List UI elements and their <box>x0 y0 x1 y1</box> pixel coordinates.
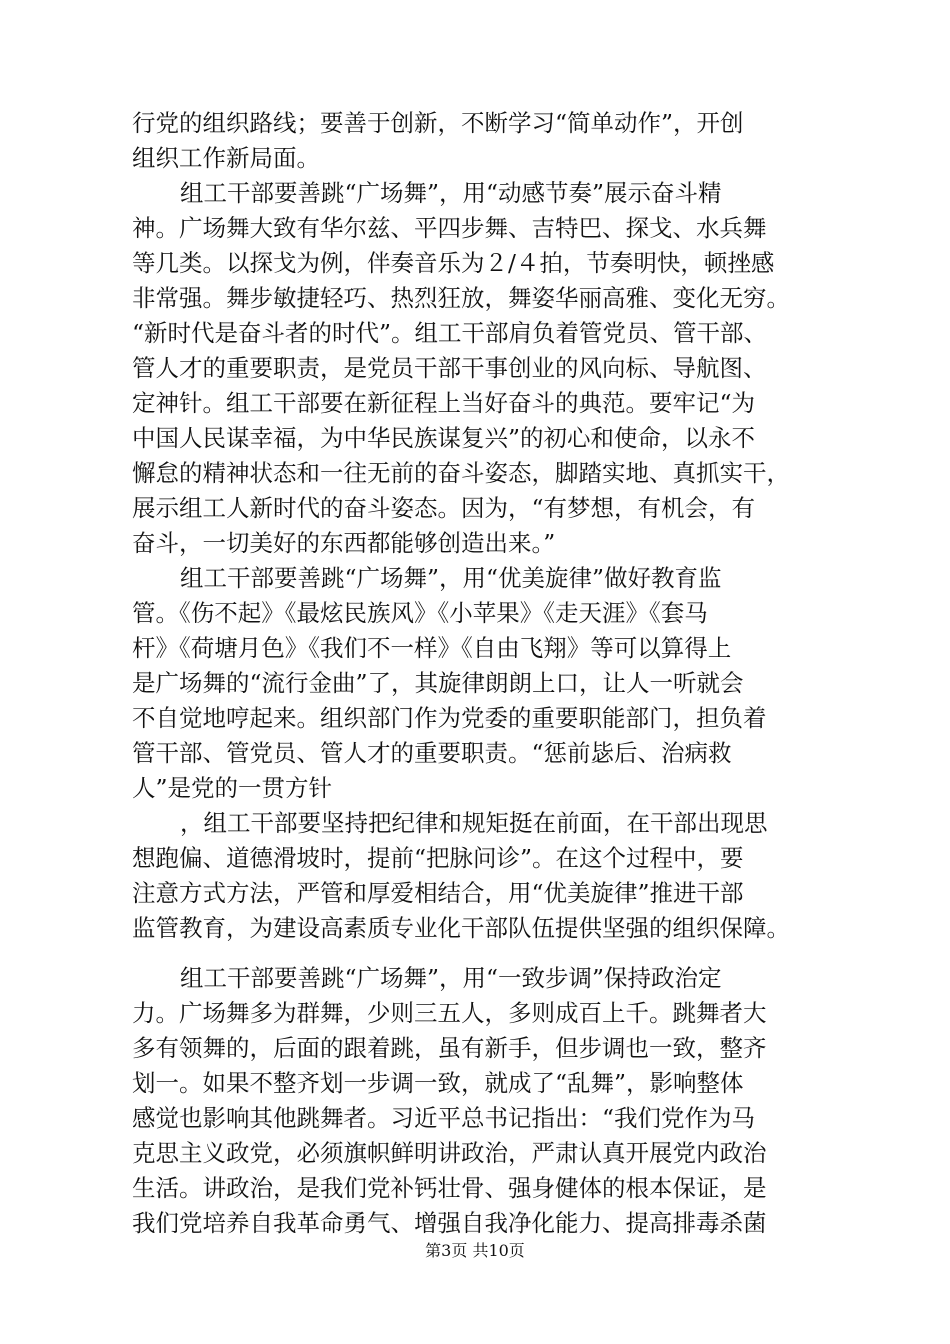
text-line: 神。广场舞大致有华尔兹、平四步舞、吉特巴、探戈、水兵舞 <box>132 214 767 242</box>
text-line: 监管教育，为建设高素质专业化干部队伍提供坚强的组织保障。 <box>132 914 790 942</box>
paragraph-start-line: 组工干部要善跳“广场舞”，用“动感节奏”展示奋斗精 <box>180 179 722 207</box>
text-line: 管干部、管党员、管人才的重要职责。“惩前毖后、治病救 <box>132 739 732 767</box>
text-line: 管。《伤不起》《最炫民族风》《小苹果》《走天涯》《套马 <box>132 599 708 627</box>
text-line: 克思主义政党，必须旗帜鲜明讲政治，严肃认真开展党内政治 <box>132 1139 767 1167</box>
paragraph-start-line: ，组工干部要坚持把纪律和规矩挺在前面，在干部出现思 <box>180 809 768 837</box>
page-number-footer: 第3页 共10页 <box>425 1241 525 1260</box>
text-line: “新时代是奋斗者的时代”。组工干部肩负着管党员、管干部、 <box>132 319 768 347</box>
text-line: 懈怠的精神状态和一往无前的奋斗姿态，脚踏实地、真抓实干， <box>132 459 790 487</box>
text-line: 力。广场舞多为群舞，少则三五人，多则成百上千。跳舞者大 <box>132 999 767 1027</box>
text-line: 等几类。以探戈为例，伴奏音乐为２/４拍，节奏明快，顿挫感 <box>132 249 775 277</box>
text-line: 杆》《荷塘月色》《我们不一样》《自由飞翔》等可以算得上 <box>132 634 732 662</box>
text-line: 想跑偏、道德滑坡时，提前“把脉问诊”。在这个过程中，要 <box>132 844 744 872</box>
text-line: 是广场舞的“流行金曲”了，其旋律朗朗上口，让人一听就会 <box>132 669 744 697</box>
paragraph-start-line: 组工干部要善跳“广场舞”，用“一致步调”保持政治定 <box>180 964 722 992</box>
text-line: 感觉也影响其他跳舞者。习近平总书记指出：“我们党作为马 <box>132 1104 756 1132</box>
paragraph-start-line: 组工干部要善跳“广场舞”，用“优美旋律”做好教育监 <box>180 564 722 592</box>
text-line: 多有领舞的，后面的跟着跳，虽有新手，但步调也一致，整齐 <box>132 1034 767 1062</box>
text-line: 划一。如果不整齐划一步调一致，就成了“乱舞”，影响整体 <box>132 1069 744 1097</box>
text-line: 展示组工人新时代的奋斗姿态。因为，“有梦想，有机会，有 <box>132 494 756 522</box>
text-line: 管人才的重要职责，是党员干部干事创业的风向标、导航图、 <box>132 354 767 382</box>
text-line: 不自觉地哼起来。组织部门作为党委的重要职能部门，担负着 <box>132 704 767 732</box>
text-line: 中国人民谋幸福，为中华民族谋复兴”的初心和使命，以永不 <box>132 424 756 452</box>
text-line: 非常强。舞步敏捷轻巧、热烈狂放，舞姿华丽高雅、变化无穷。 <box>132 284 790 312</box>
text-line: 定神针。组工干部要在新征程上当好奋斗的典范。要牢记“为 <box>132 389 756 417</box>
text-line: 奋斗，一切美好的东西都能够创造出来。” <box>132 529 556 557</box>
text-line: 人”是党的一贯方针 <box>132 774 333 802</box>
text-line: 行党的组织路线；要善于创新，不断学习“简单动作”，开创 <box>132 109 744 137</box>
text-line: 注意方式方法，严管和厚爱相结合，用“优美旋律”推进干部 <box>132 879 744 907</box>
text-line: 我们党培养自我革命勇气、增强自我净化能力、提高排毒杀菌 <box>132 1209 767 1237</box>
text-line: 组织工作新局面。 <box>132 144 320 172</box>
text-line: 生活。讲政治，是我们党补钙壮骨、强身健体的根本保证，是 <box>132 1174 767 1202</box>
